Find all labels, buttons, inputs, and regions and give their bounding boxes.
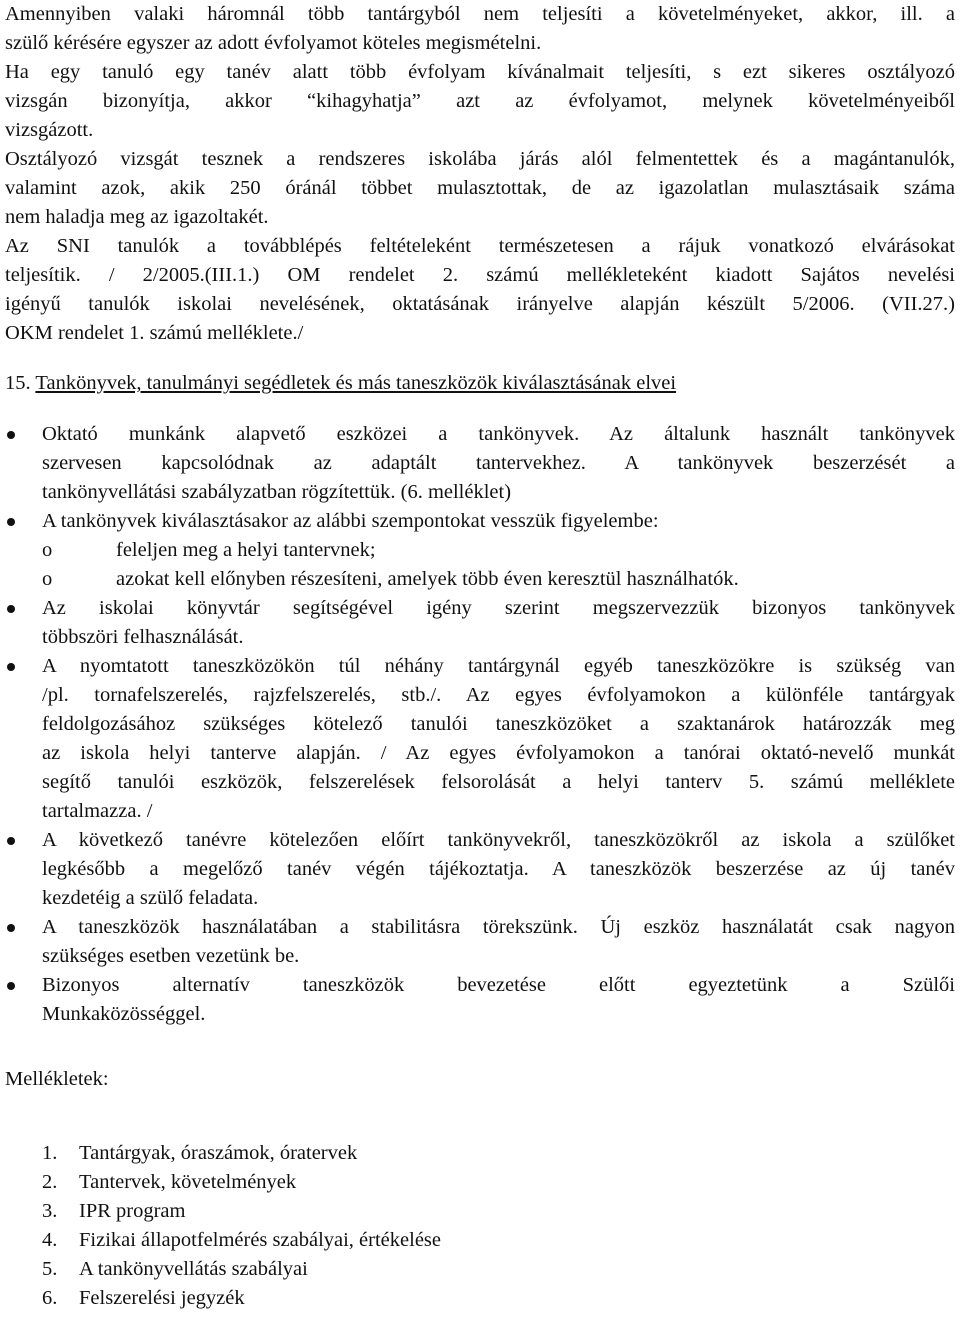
list-item	[5, 652, 955, 826]
annex-number: 2.	[42, 1171, 58, 1193]
text-line: tartalmazza. /	[42, 800, 153, 822]
text-line: Amennyiben valaki háromnál több tantárgyból nem teljesíti a követelményeket, akkor, ill. a	[5, 3, 955, 25]
text-line: A tankönyvek kiválasztásakor az alábbi szempontokat vesszük figyelembe:	[42, 510, 659, 532]
paragraph-skip-year	[5, 58, 955, 145]
annex-label: Tantárgyak, óraszámok, óratervek	[79, 1142, 358, 1164]
text-line: vizsgán bizonyítja, akkor “kihagyhatja” azt az évfolyamot, melynek követelményeiből	[5, 90, 955, 112]
text-line: Ha egy tanuló egy tanév alatt több évfolyam kívánalmait teljesíti, s ezt sikeres osztályozó	[5, 61, 955, 83]
text-line: teljesítik. / 2/2005.(III.1.) OM rendelet 2. számú mellékleteként kiadott Sajátos nevelési	[5, 264, 955, 286]
section-number: 15.	[5, 372, 31, 394]
list-item	[5, 826, 955, 913]
annex-item	[5, 1139, 955, 1168]
text-line: szervesen kapcsolódnak az adaptált tantervekhez. A tankönyvek beszerzését a	[42, 452, 955, 474]
paragraph-grading-exam	[5, 145, 955, 232]
text-line: segítő tanulói eszközök, felszerelések felsorolását a helyi tanterv 5. számú melléklete	[42, 771, 955, 793]
annex-number: 1.	[42, 1142, 58, 1164]
sub-bullet-marker: o	[42, 539, 53, 561]
section-heading	[5, 369, 955, 398]
list-item	[5, 420, 955, 507]
list-item	[5, 594, 955, 652]
text-line: Oktató munkánk alapvető eszközei a tankönyvek. Az általunk használt tankönyvek	[42, 423, 955, 445]
annex-item	[5, 1168, 955, 1197]
paragraph-repeat-year	[5, 0, 955, 58]
annex-label: IPR program	[79, 1200, 186, 1222]
sub-list-item	[5, 565, 955, 594]
text-line: szülő kérésére egyszer az adott évfolyamot köteles megismételni.	[5, 32, 542, 54]
text-line: /pl. tornafelszerelés, rajzfelszerelés, stb./. Az egyes évfolyamokon a különféle tantárgyak	[42, 684, 955, 706]
annex-item	[5, 1197, 955, 1226]
annex-number: 3.	[42, 1200, 58, 1222]
text-line: az iskola helyi tanterve alapján. / Az egyes évfolyamokon a tanórai oktató-nevelő munkát	[42, 742, 955, 764]
text-line: kezdetéig a szülő feladata.	[42, 887, 259, 909]
text-line: szükséges esetben vezetünk be.	[42, 945, 300, 967]
annex-label: Tantervek, követelmények	[79, 1171, 297, 1193]
annex-item	[5, 1226, 955, 1255]
text-line: feleljen meg a helyi tantervnek;	[116, 539, 376, 561]
annex-item	[5, 1284, 955, 1313]
text-line: tankönyvellátási szabályzatban rögzítettük. (6. melléklet)	[42, 481, 512, 503]
list-item	[5, 971, 955, 1029]
text-line: vizsgázott.	[5, 119, 94, 141]
text-line: Bizonyos alternatív taneszközök bevezetése előtt egyeztetünk a Szülői	[42, 974, 955, 996]
annex-number: 4.	[42, 1229, 58, 1251]
paragraph-sni-students	[5, 232, 955, 348]
annex-number: 5.	[42, 1258, 58, 1280]
text-line: többszöri felhasználását.	[42, 626, 244, 648]
text-line: valamint azok, akik 250 óránál többet mulasztottak, de az igazolatlan mulasztásaik száma	[5, 177, 955, 199]
annex-item	[5, 1255, 955, 1284]
annex-label: A tankönyvellátás szabályai	[79, 1258, 308, 1280]
text-line: igényű tanulók iskolai nevelésének, oktatásának irányelve alapján készült 5/2006. (VII.27.)	[5, 293, 955, 315]
text-line: azokat kell előnyben részesíteni, amelyek több éven keresztül használhatók.	[116, 568, 739, 590]
text-line: A következő tanévre kötelezően előírt tankönyvekről, taneszközökről az iskola a szülőket	[42, 829, 955, 851]
text-line: A taneszközök használatában a stabilitásra törekszünk. Új eszköz használatát csak nagyon	[42, 916, 955, 938]
annex-number: 6.	[42, 1287, 58, 1309]
annexes-title: Mellékletek:	[5, 1068, 109, 1090]
section-title: Tankönyvek, tanulmányi segédletek és más taneszközök kiválasztásának elvei	[35, 372, 677, 394]
bullet-list	[5, 420, 955, 1029]
text-line: Osztályozó vizsgát tesznek a rendszeres iskolába járás alól felmentettek és a magántanulók,	[5, 148, 955, 170]
list-item	[5, 507, 955, 536]
text-line: nem haladja meg az igazoltakét.	[5, 206, 269, 228]
annex-label: Fizikai állapotfelmérés szabályai, értékelése	[79, 1229, 441, 1251]
annex-label: Felszerelési jegyzék	[79, 1287, 245, 1309]
sub-list-item	[5, 536, 955, 565]
document-page	[5, 0, 955, 1313]
text-line: Az SNI tanulók a továbblépés feltételeként természetesen a rájuk vonatkozó elvárásokat	[5, 235, 955, 257]
text-line: Az iskolai könyvtár segítségével igény szerint megszervezzük bizonyos tankönyvek	[42, 597, 955, 619]
annex-list	[5, 1139, 955, 1313]
sub-bullet-marker: o	[42, 568, 53, 590]
list-item	[5, 913, 955, 971]
text-line: legkésőbb a megelőző tanév végén tájékoztatja. A taneszközök beszerzése az új tanév	[42, 858, 955, 880]
text-line: OKM rendelet 1. számú melléklete./	[5, 322, 304, 344]
text-line: Munkaközösséggel.	[42, 1003, 206, 1025]
text-line: feldolgozásához szükséges kötelező tanulói taneszközöket a szaktanárok határozzák meg	[42, 713, 955, 735]
text-line: A nyomtatott taneszközökön túl néhány tantárgynál egyéb taneszközökre is szükség van	[42, 655, 955, 677]
